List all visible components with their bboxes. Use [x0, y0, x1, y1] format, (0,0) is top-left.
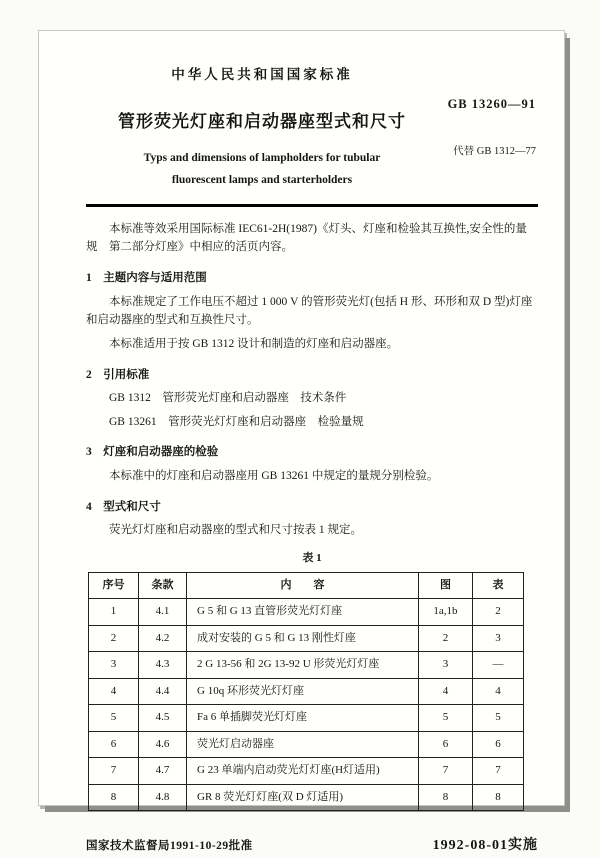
section-4-paragraph-1: 荧光灯灯座和启动器座的型式和尺寸按表 1 规定。 — [109, 524, 362, 537]
table-row — [89, 705, 524, 732]
section-1-paragraph-1: 本标准规定了工作电压不超过 1 000 V 的管形荧光灯(包括 H 形、环形和双 D 型)灯座和启动器座的型式和互换性尺寸。 — [86, 295, 533, 327]
cell-content: Fa 6 单插脚荧光灯灯座 — [187, 705, 419, 732]
cell-table: 5 — [473, 705, 524, 732]
cell-content: G 5 和 G 13 直管形荧光灯灯座 — [187, 599, 419, 626]
cell-seq: 5 — [89, 705, 139, 732]
implementation-date: 1992-08-01实施 — [432, 838, 538, 854]
column-header-clause: 条款 — [139, 572, 187, 599]
table-row — [89, 652, 524, 679]
section-2-reference-1: GB 1312 管形荧光灯座和启动器座 技术条件 — [109, 392, 347, 405]
standard-title-en — [86, 147, 438, 192]
cell-seq: 1 — [89, 599, 139, 626]
cell-clause: 4.1 — [139, 599, 187, 626]
table-row — [89, 599, 524, 626]
table-header-row — [89, 572, 524, 599]
section-inspection — [86, 443, 538, 485]
cell-clause: 4.3 — [139, 652, 187, 679]
document-header — [86, 63, 538, 192]
section-2-reference-2: GB 13261 管形荧光灯灯座和启动器座 检验量规 — [109, 415, 364, 428]
cell-figure: 4 — [419, 678, 473, 705]
cell-table: 8 — [473, 784, 524, 811]
cell-clause: 4.8 — [139, 784, 187, 811]
document-page — [38, 30, 565, 854]
table-row — [89, 784, 524, 811]
table-row — [89, 678, 524, 705]
document-footer — [86, 835, 538, 858]
cell-seq: 3 — [89, 652, 139, 679]
table-row — [89, 625, 524, 652]
spec-table-body — [89, 599, 524, 811]
column-header-content: 内 容 — [187, 572, 419, 599]
standard-org-title: 中华人民共和国国家标准 — [171, 67, 353, 82]
cell-content: 荧光灯启动器座 — [187, 731, 419, 758]
column-header-table: 表 — [473, 572, 524, 599]
header-divider — [86, 204, 538, 207]
section-scope — [86, 269, 538, 354]
cell-figure: 5 — [419, 705, 473, 732]
cell-table: — — [473, 652, 524, 679]
cell-figure: 1a,1b — [419, 599, 473, 626]
section-1-paragraph-2: 本标准适用于按 GB 1312 设计和制造的灯座和启动器座。 — [109, 337, 399, 350]
cell-figure: 6 — [419, 731, 473, 758]
cell-table: 3 — [473, 625, 524, 652]
cell-clause: 4.6 — [139, 731, 187, 758]
cell-content: G 10q 环形荧光灯灯座 — [187, 678, 419, 705]
cell-table: 7 — [473, 758, 524, 785]
cell-content: 2 G 13-56 和 2G 13-92 U 形荧光灯灯座 — [187, 652, 419, 679]
approval-note: 国家技术监督局1991-10-29批准 — [86, 840, 253, 853]
standard-title-en-line1: Typs and dimensions of lampholders for tubular — [143, 152, 381, 164]
cell-seq: 6 — [89, 731, 139, 758]
section-4-heading: 4 型式和尺寸 — [86, 500, 161, 513]
column-header-seq: 序号 — [89, 572, 139, 599]
spec-table — [88, 572, 524, 812]
cell-seq: 4 — [89, 678, 139, 705]
cell-seq: 8 — [89, 784, 139, 811]
cell-figure: 3 — [419, 652, 473, 679]
standard-title-cn: 管形荧光灯座和启动器座型式和尺寸 — [118, 112, 406, 131]
cell-seq: 7 — [89, 758, 139, 785]
cell-content: 成对安装的 G 5 和 G 13 刚性灯座 — [187, 625, 419, 652]
section-references — [86, 366, 538, 432]
intro-paragraph: 本标准等效采用国际标准 IEC61-2H(1987)《灯头、灯座和检验其互换性,安全性的量规 第二部分灯座》中相应的活页内容。 — [86, 222, 527, 254]
document-body — [86, 220, 538, 858]
cell-table: 6 — [473, 731, 524, 758]
cell-content: G 23 单端内启动荧光灯灯座(H灯适用) — [187, 758, 419, 785]
standard-title-en-line2: fluorescent lamps and starterholders — [171, 174, 353, 187]
standard-number: GB 13260—91 — [447, 97, 536, 111]
column-header-figure: 图 — [419, 572, 473, 599]
spec-table-header — [89, 572, 524, 599]
cell-figure: 7 — [419, 758, 473, 785]
cell-table: 4 — [473, 678, 524, 705]
cell-seq: 2 — [89, 625, 139, 652]
cell-clause: 4.4 — [139, 678, 187, 705]
table-caption: 表 1 — [302, 551, 322, 564]
table-row — [89, 758, 524, 785]
section-3-heading: 3 灯座和启动器座的检验 — [86, 446, 219, 459]
cell-figure: 8 — [419, 784, 473, 811]
cell-clause: 4.7 — [139, 758, 187, 785]
section-1-heading: 1 主题内容与适用范围 — [86, 272, 207, 285]
cell-content: GR 8 荧光灯灯座(双 D 灯适用) — [187, 784, 419, 811]
replaces-note: 代替 GB 1312—77 — [453, 146, 536, 157]
cell-clause: 4.5 — [139, 705, 187, 732]
section-3-paragraph-1: 本标准中的灯座和启动器座用 GB 13261 中规定的量规分别检验。 — [109, 470, 439, 483]
cell-figure: 2 — [419, 625, 473, 652]
section-2-heading: 2 引用标准 — [86, 368, 150, 381]
cell-clause: 4.2 — [139, 625, 187, 652]
header-title-block — [86, 63, 438, 192]
section-types-dimensions — [86, 498, 538, 540]
cell-table: 2 — [473, 599, 524, 626]
table-row — [89, 731, 524, 758]
